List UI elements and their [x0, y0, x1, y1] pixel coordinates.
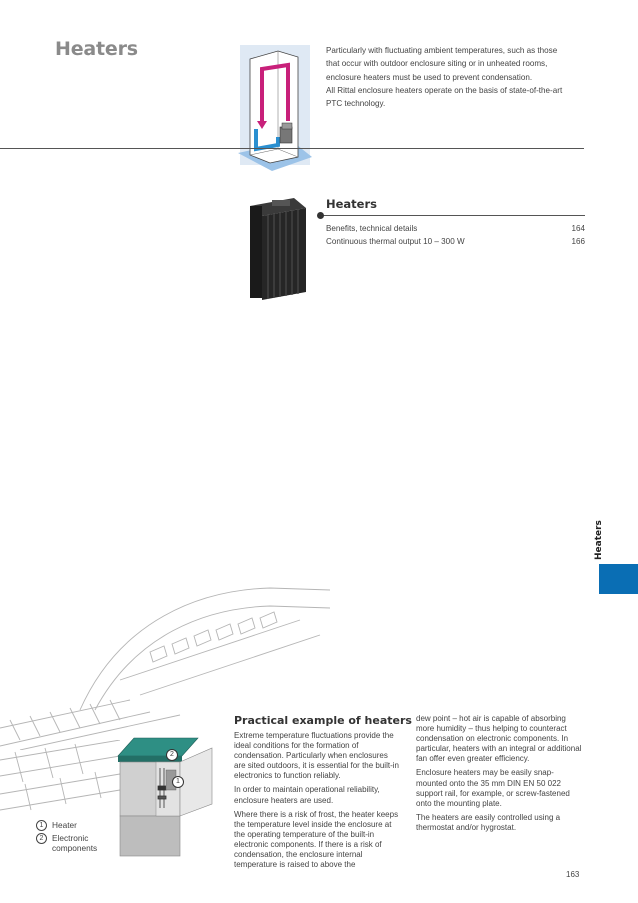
section-heading: Heaters: [326, 197, 377, 211]
header-divider: [0, 148, 584, 149]
outdoor-enclosure-illustration: [112, 726, 222, 858]
side-tab-label[interactable]: Heaters: [594, 520, 604, 560]
section-link-page: 166: [571, 237, 585, 246]
track-line-drawing: [0, 740, 120, 820]
legend-item-heater: [36, 820, 77, 831]
section-link-label: Benefits, technical details: [326, 224, 418, 233]
page-number: 163: [566, 870, 580, 879]
heater-product-image: [244, 196, 308, 302]
section-link-thermal-output[interactable]: [326, 237, 585, 246]
bullet-dot-icon: [317, 212, 324, 219]
intro-line: Particularly with fluctuating ambient temperatures, such as those: [326, 46, 558, 55]
section-link-benefits[interactable]: [326, 224, 585, 233]
intro-line: that occur with outdoor enclosure siting or in unheated rooms,: [326, 59, 548, 69]
paragraph: In order to maintain operational reliability, enclosure heaters are used.: [234, 785, 380, 805]
paragraph: Where there is a risk of frost, the heater keeps the temperature level inside the enclosure at the operating temperature of the built-in electronic components. If there is a risk of condensation, the enclosure internal temperature is raised to above the: [234, 809, 399, 870]
legend-label: Electronic components: [52, 833, 98, 853]
callout-1: 1: [172, 776, 184, 788]
paragraph: The heaters are easily controlled using a thermostat and/or hygrostat.: [416, 812, 561, 832]
legend-label: Heater: [52, 820, 77, 830]
enclosure-airflow-illustration: [232, 45, 312, 171]
legend-item-electronic-components: [36, 833, 112, 853]
paragraph: Enclosure heaters may be easily snap-mounted onto the 35 mm DIN EN 50 022 support rail, for example, or screw-fastened onto the mounting plate.: [416, 768, 570, 808]
intro-line: All Rittal enclosure heaters operate on the basis of state-of-the-art: [326, 85, 563, 95]
intro-line: PTC technology.: [326, 99, 386, 109]
intro-line: enclosure heaters must be used to prevent condensation.: [326, 72, 533, 82]
intro-text: [326, 44, 596, 110]
legend-number: 1: [36, 820, 47, 831]
section-divider: [320, 215, 585, 216]
section-link-page: 164: [571, 224, 585, 233]
practical-right-column: [416, 714, 584, 837]
callout-2: 2: [166, 749, 178, 761]
page-title: Heaters: [55, 38, 138, 60]
section-link-label: Continuous thermal output 10 – 300 W: [326, 237, 465, 246]
paragraph: Extreme temperature fluctuations provide the ideal conditions for the formation of condensation. Particularly when enclosures are sited outdoors, it is essential for the built-in electronics to function reliably.: [234, 731, 399, 781]
practical-example-heading: Practical example of heaters: [234, 714, 412, 727]
paragraph: dew point – hot air is capable of absorbing more humidity – thus helping to counteract condensation on electronic components. In particular, heaters with an integral or additional fan offer even greater efficiency.: [416, 714, 582, 764]
side-tab-marker[interactable]: [599, 564, 638, 594]
legend-number: 2: [36, 833, 47, 844]
practical-left-column: [234, 731, 400, 874]
